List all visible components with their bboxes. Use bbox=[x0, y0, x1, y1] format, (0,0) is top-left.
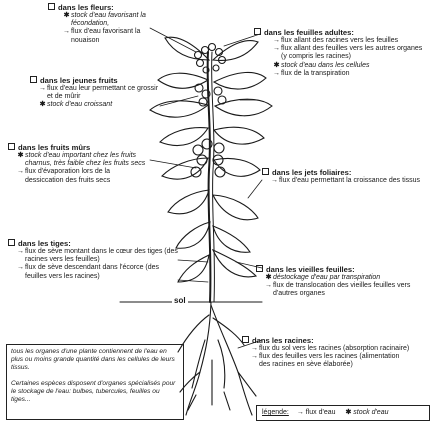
annotation-item-text: stock d'eau important chez les fruits charnus, très faible chez les fruits secs bbox=[25, 152, 146, 168]
annotation-item bbox=[16, 248, 178, 264]
main-stem bbox=[208, 52, 211, 302]
flux-arrow-icon: → bbox=[17, 168, 24, 176]
annotation-item bbox=[16, 168, 150, 184]
annotation-leaf-shoots bbox=[262, 168, 422, 185]
stems-title: dans les tiges: bbox=[18, 239, 71, 248]
flux-arrow-icon: → bbox=[271, 177, 278, 184]
flux-arrow-icon: → bbox=[17, 248, 24, 255]
checkbox-icon bbox=[30, 76, 37, 83]
flux-arrow-icon: → bbox=[251, 353, 258, 361]
annotation-item bbox=[272, 37, 426, 45]
annotation-item bbox=[16, 152, 150, 168]
annotation-item-text: flux des feuilles vers les racines (alimentation des racines en sève élaborée) bbox=[259, 353, 400, 369]
flux-arrow-icon: → bbox=[251, 345, 258, 352]
flowers-title: dans les fleurs: bbox=[58, 3, 114, 12]
annotation-roots bbox=[242, 336, 412, 370]
checkbox-icon bbox=[48, 3, 55, 10]
leaf-shoots-title: dans les jets foliaires: bbox=[272, 168, 352, 177]
stock-icon: ✱ bbox=[39, 101, 46, 109]
annotation-item-text: flux de la transpiration bbox=[281, 69, 350, 77]
annotation-young-fruits bbox=[30, 76, 160, 110]
annotation-item bbox=[62, 12, 158, 28]
legend-flux-text: flux d'eau bbox=[305, 409, 336, 416]
annotation-item bbox=[62, 28, 158, 44]
flux-arrow-icon: → bbox=[273, 69, 280, 77]
flowers bbox=[195, 44, 226, 74]
annotation-flowers bbox=[48, 3, 158, 45]
annotation-item-text: flux du sol vers les racines (absorption racinaire) bbox=[259, 345, 410, 352]
checkbox-icon bbox=[8, 143, 15, 150]
annotation-stems bbox=[8, 239, 178, 281]
adult-leaves-items bbox=[272, 37, 426, 78]
legend-label: légende: bbox=[262, 409, 289, 416]
annotation-item bbox=[272, 45, 426, 61]
annotation-item bbox=[272, 62, 426, 70]
annotation-item bbox=[38, 101, 160, 109]
annotation-item bbox=[38, 85, 160, 101]
annotation-item-text: déstockage d'eau par transpiration bbox=[273, 274, 381, 281]
flux-arrow-icon: → bbox=[273, 45, 280, 53]
annotation-item bbox=[270, 177, 422, 185]
annotation-item-text: flux de translocation des vieilles feuilles vers d'autres organes bbox=[273, 282, 411, 298]
mature-fruits-items bbox=[16, 152, 150, 185]
annotation-item-text: flux allant des feuilles vers les autres organes (y compris les racines) bbox=[281, 45, 423, 61]
annotation-item bbox=[16, 264, 178, 280]
annotation-item-text: flux allant des racines vers les feuilles bbox=[281, 37, 399, 44]
stock-icon: ✱ bbox=[63, 12, 70, 19]
annotation-adult-leaves bbox=[254, 28, 426, 78]
annotation-item-text: stock d'eau favorisant la fécondation, bbox=[71, 12, 146, 28]
note-paragraph-1: tous les organes d'une plante contiennent de l'eau en plus ou moins grande quantité dans les cellules de leurs tissus. bbox=[11, 348, 175, 371]
note-box bbox=[6, 344, 184, 420]
young-fruits-items bbox=[38, 85, 160, 110]
flux-arrow-icon: → bbox=[39, 85, 46, 92]
stock-icon: ✱ bbox=[273, 61, 280, 69]
annotation-item-text: flux d'eau favorisant la nouaison bbox=[71, 28, 141, 44]
adult-leaves-title: dans les feuilles adultes: bbox=[264, 28, 354, 37]
flux-arrow-icon: → bbox=[17, 264, 24, 272]
roots-title: dans les racines: bbox=[252, 336, 314, 345]
mature-fruits-title: dans les fruits mûrs bbox=[18, 143, 91, 152]
annotation-item-text: flux d'eau permettant la croissance des tissus bbox=[279, 177, 421, 184]
annotation-item bbox=[264, 274, 428, 282]
soil-label: sol bbox=[174, 296, 186, 305]
legend-stock-icon: ✱ bbox=[345, 409, 352, 416]
checkbox-icon bbox=[254, 28, 261, 35]
annotation-item-text: stock d'eau dans les cellules bbox=[281, 61, 370, 69]
checkbox-icon bbox=[262, 168, 269, 175]
stock-icon: ✱ bbox=[17, 152, 24, 159]
checkbox-icon bbox=[8, 239, 15, 246]
annotation-item-text: flux d'eau leur permettant ce grossir et de mûrir bbox=[47, 85, 159, 101]
annotation-item bbox=[272, 70, 426, 78]
flux-arrow-icon: → bbox=[63, 28, 70, 36]
stock-icon: ✱ bbox=[265, 274, 272, 281]
old-leaves-title: dans les vieilles feuilles: bbox=[266, 265, 355, 274]
annotation-item bbox=[250, 353, 412, 369]
legend-box bbox=[256, 405, 430, 421]
leaf-shoots-items bbox=[270, 177, 422, 185]
flux-arrow-icon: → bbox=[273, 37, 280, 44]
annotation-item-text: stock d'eau croissant bbox=[47, 101, 113, 109]
young-fruits-title: dans les jeunes fruits bbox=[40, 76, 118, 85]
annotation-old-leaves bbox=[256, 265, 428, 299]
old-leaves-items bbox=[264, 274, 428, 299]
flux-arrow-icon: → bbox=[265, 282, 272, 290]
checkbox-icon bbox=[242, 336, 249, 343]
legend-stock-text: stock d'eau bbox=[353, 409, 389, 416]
checkbox-icon bbox=[256, 265, 263, 272]
annotation-item-text: flux d'évaporation lors de la dessiccation des fruits secs bbox=[25, 168, 111, 184]
annotation-item bbox=[250, 345, 412, 353]
annotation-item-text: flux de sève montant dans le cœur des tiges (des racines vers les feuilles) bbox=[25, 248, 178, 264]
flowers-items bbox=[62, 12, 158, 45]
roots-items bbox=[250, 345, 412, 370]
annotation-mature-fruits bbox=[8, 143, 150, 185]
note-paragraph-2: Certaines espèces disposent d'organes spécialisés pour le stockage de l'eau: bulbes, tubercules, feuilles ou tiges... bbox=[11, 380, 176, 403]
annotation-item-text: flux de sève descendant dans l'écorce (des feuilles vers les racines) bbox=[25, 264, 160, 280]
annotation-item bbox=[264, 282, 428, 298]
legend-flux-icon: → bbox=[296, 409, 304, 416]
stems-items bbox=[16, 248, 178, 281]
